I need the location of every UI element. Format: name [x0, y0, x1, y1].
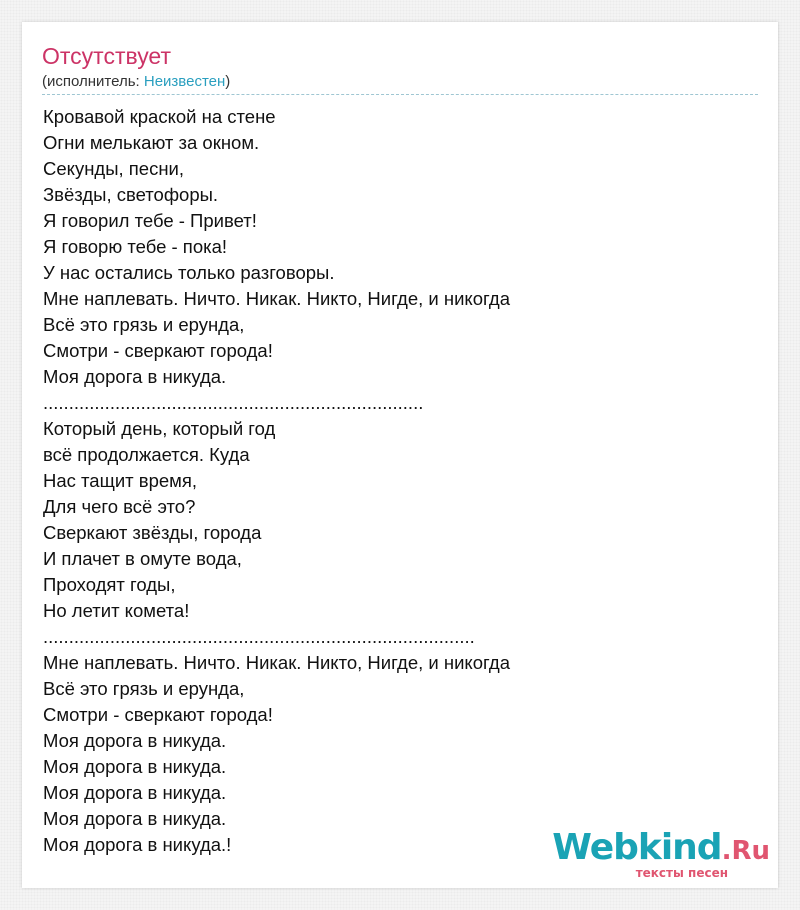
- lyric-line: И плачет в омуте вода,: [43, 548, 242, 569]
- lyric-line: Огни мелькают за окном.: [43, 132, 260, 153]
- lyric-line: Моя дорога в никуда.: [43, 366, 227, 387]
- lyric-line: Смотри - сверкают города!: [43, 340, 273, 361]
- lyric-line: Я говорил тебе - Привет!: [43, 210, 257, 231]
- lyric-line: Но летит комета!: [43, 600, 190, 621]
- lyric-line: Для чего всё это?: [43, 496, 196, 517]
- logo-name: Webkind: [552, 827, 722, 868]
- lyric-line: Моя дорога в никуда.: [43, 730, 227, 751]
- artist-link[interactable]: Неизвестен: [143, 73, 226, 90]
- lyric-line: У нас остались только разговоры.: [43, 262, 335, 283]
- lyric-line: Я говорю тебе - пока!: [43, 236, 228, 257]
- logo-tld: .Ru: [721, 836, 770, 866]
- lyric-line: Мне наплевать. Ничто. Никак. Никто, Нигде, и никогда: [43, 652, 510, 673]
- lyric-line: Смотри - сверкают города!: [43, 704, 273, 725]
- lyric-line: всё продолжается. Куда: [43, 444, 250, 465]
- lyric-line: Моя дорога в никуда.: [43, 782, 227, 803]
- lyric-line: Всё это грязь и ерунда,: [43, 314, 245, 335]
- lyric-line: Секунды, песни,: [43, 158, 185, 179]
- lyric-line: ..........................................................................: [43, 392, 424, 413]
- lyrics-text: [43, 104, 743, 858]
- lyric-line: Сверкают звёзды, города: [43, 522, 262, 543]
- artist-line: [42, 72, 230, 92]
- lyric-line: Всё это грязь и ерунда,: [43, 678, 245, 699]
- lyric-line: Проходят годы,: [43, 574, 176, 595]
- lyric-line: Звёзды, светофоры.: [43, 184, 219, 205]
- lyrics-card: [22, 22, 778, 888]
- lyric-line: Мне наплевать. Ничто. Никак. Никто, Нигде, и никогда: [43, 288, 510, 309]
- logo-tagline: тексты песен: [635, 866, 728, 880]
- lyric-line: ....................................................................................: [43, 626, 475, 647]
- lyric-line: Нас тащит время,: [43, 470, 198, 491]
- site-logo[interactable]: [552, 826, 770, 886]
- lyric-line: Моя дорога в никуда.: [43, 756, 227, 777]
- artist-suffix: ): [225, 73, 231, 90]
- title-divider: [42, 94, 758, 95]
- artist-prefix: (исполнитель:: [42, 73, 144, 90]
- lyric-line: Моя дорога в никуда.!: [43, 834, 232, 855]
- song-title: Отсутствует: [42, 43, 171, 69]
- lyric-line: Моя дорога в никуда.: [43, 808, 227, 829]
- lyric-line: Кровавой краской на стене: [43, 106, 276, 127]
- lyric-line: Который день, который год: [43, 418, 276, 439]
